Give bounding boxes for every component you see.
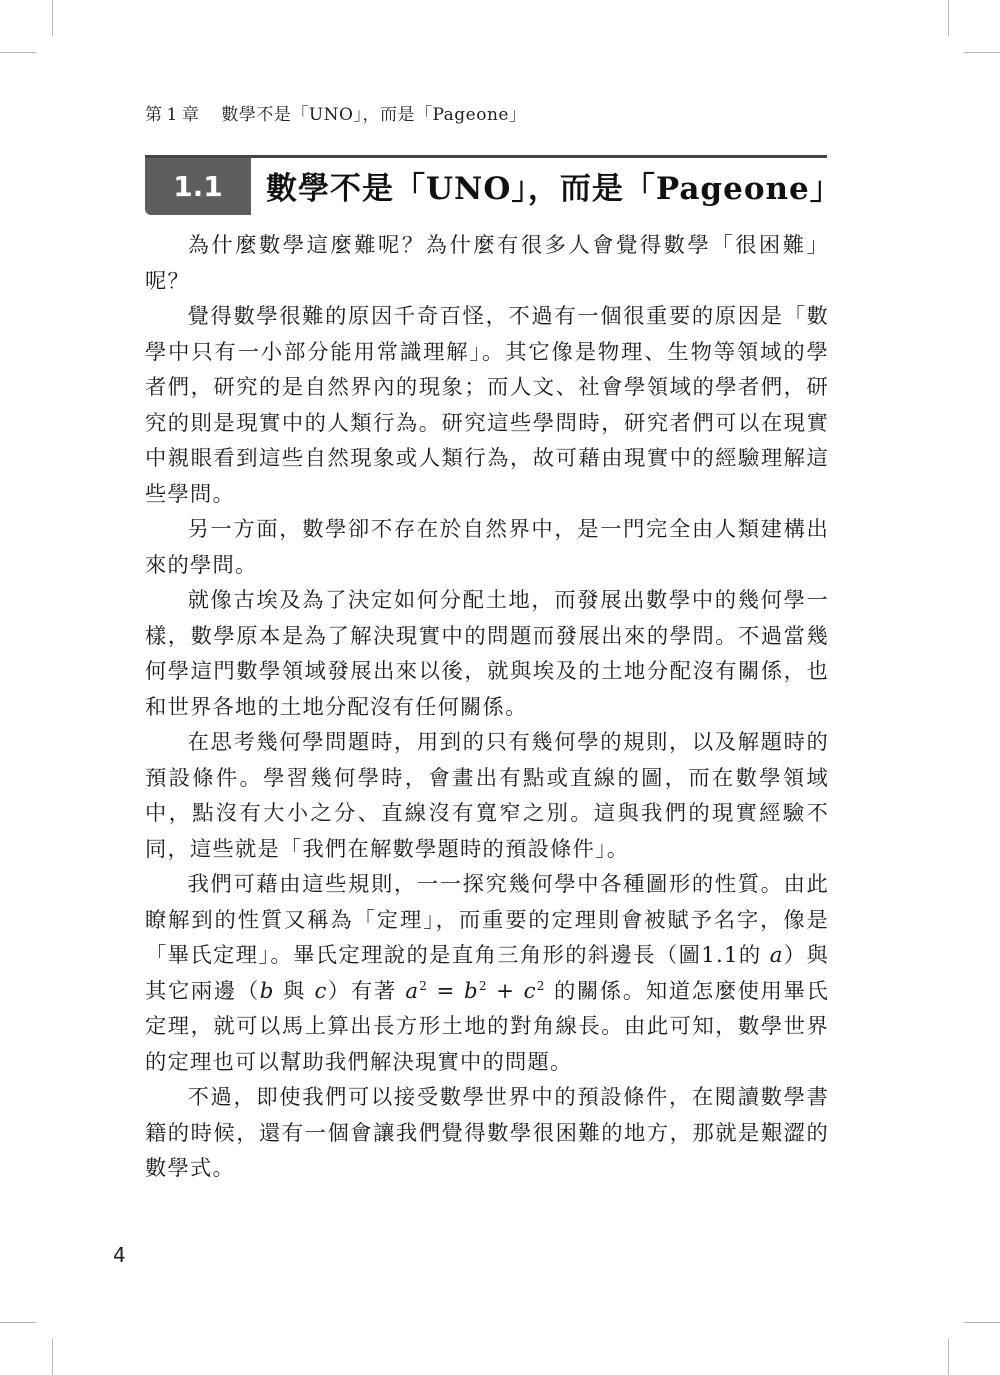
paragraph: 覺得數學很難的原因千奇百怪，不過有一個很重要的原因是「數學中只有一小部分能用常識理解」。其它像是物理、生物等領域的學者們，研究的是自然界內的現象；而人文、社會學領域的學者們，研究的則是現實中的人類行為。研究這些學問時，研究者們可以在現實中親眼看到這些自然現象或人類行為，故可藉由現實中的經驗理解這些學問。 [145, 304, 829, 507]
variable-c: c [314, 978, 328, 1004]
body-text [145, 228, 829, 1187]
equation-c: c [523, 978, 537, 1004]
exponent: 2 [419, 978, 429, 993]
crop-mark [52, 1339, 53, 1375]
page-number: 4 [113, 1243, 126, 1267]
variable-a: a [769, 943, 784, 968]
text-run: ）有著 [327, 978, 406, 1004]
paragraph: 另一方面，數學卻不存在於自然界中，是一門完全由人類建構出來的學問。 [145, 517, 829, 578]
crop-mark [948, 1339, 949, 1375]
equals-sign: = [428, 978, 464, 1004]
exponent: 2 [478, 978, 488, 993]
crop-mark [964, 52, 1000, 53]
variable-b: b [259, 978, 275, 1004]
crop-mark [964, 1322, 1000, 1323]
chapter-number: 1 [166, 105, 178, 125]
text-run: ）與其它兩邊（ [145, 943, 829, 1004]
plus-sign: + [487, 978, 524, 1004]
paragraph: 就像古埃及為了決定如何分配土地，而發展出數學中的幾何學一樣，數學原本是為了解決現實中的問題而發展出來的學問。不過當幾何學這門數學領域發展出來以後，就與埃及的土地分配沒有關係，也和世界各地的土地分配沒有任何關係。 [145, 588, 829, 720]
equation-b: b [464, 978, 479, 1004]
equation-a: a [405, 978, 420, 1004]
paragraph-pythagoras [145, 867, 829, 1080]
section-title: 數學不是「UNO」，而是「Pageone」 [266, 171, 842, 207]
crop-mark [948, 0, 949, 36]
paragraph: 在思考幾何學問題時，用到的只有幾何學的規則，以及解題時的預設條件。學習幾何學時，會畫出有點或直線的圖，而在數學領域中，點沒有大小之分、直線沒有寬窄之別。這與我們的現實經驗不同，這些就是「我們在解數學題時的預設條件」。 [145, 730, 829, 862]
chapter-prefix: 第 [145, 105, 163, 125]
text-run: 與 [274, 978, 315, 1004]
paragraph: 為什麼數學這麼難呢？為什麼有很多人會覺得數學「很困難」呢？ [145, 233, 829, 294]
crop-mark [0, 1322, 36, 1323]
running-header [145, 100, 526, 125]
exponent: 2 [536, 978, 546, 993]
paragraph: 不過，即使我們可以接受數學世界中的預設條件，在閱讀數學書籍的時候，還有一個會讓我們覺得數學很困難的地方，那就是艱澀的數學式。 [145, 1085, 829, 1181]
crop-mark [52, 0, 53, 36]
chapter-title: 數學不是「UNO」，而是「Pageone」 [221, 105, 527, 125]
text-run: 的關係。知道怎麼使用畢氏定理，就可以馬上算出長方形土地的對角線長。由此可知，數學世界的定理也可以幫助我們解決現實中的問題。 [145, 978, 830, 1075]
text-run: 我們可藉由這些規則，一一探究幾何學中各種圖形的性質。由此瞭解到的性質又稱為「定理」，而重要的定理則會被賦予名字，像是「畢氏定理」。畢氏定理說的是直角三角形的斜邊長（圖1.1的 [145, 872, 829, 968]
crop-mark [0, 52, 36, 53]
chapter-suffix: 章 [181, 105, 200, 125]
section-number: 1.1 [145, 158, 251, 215]
